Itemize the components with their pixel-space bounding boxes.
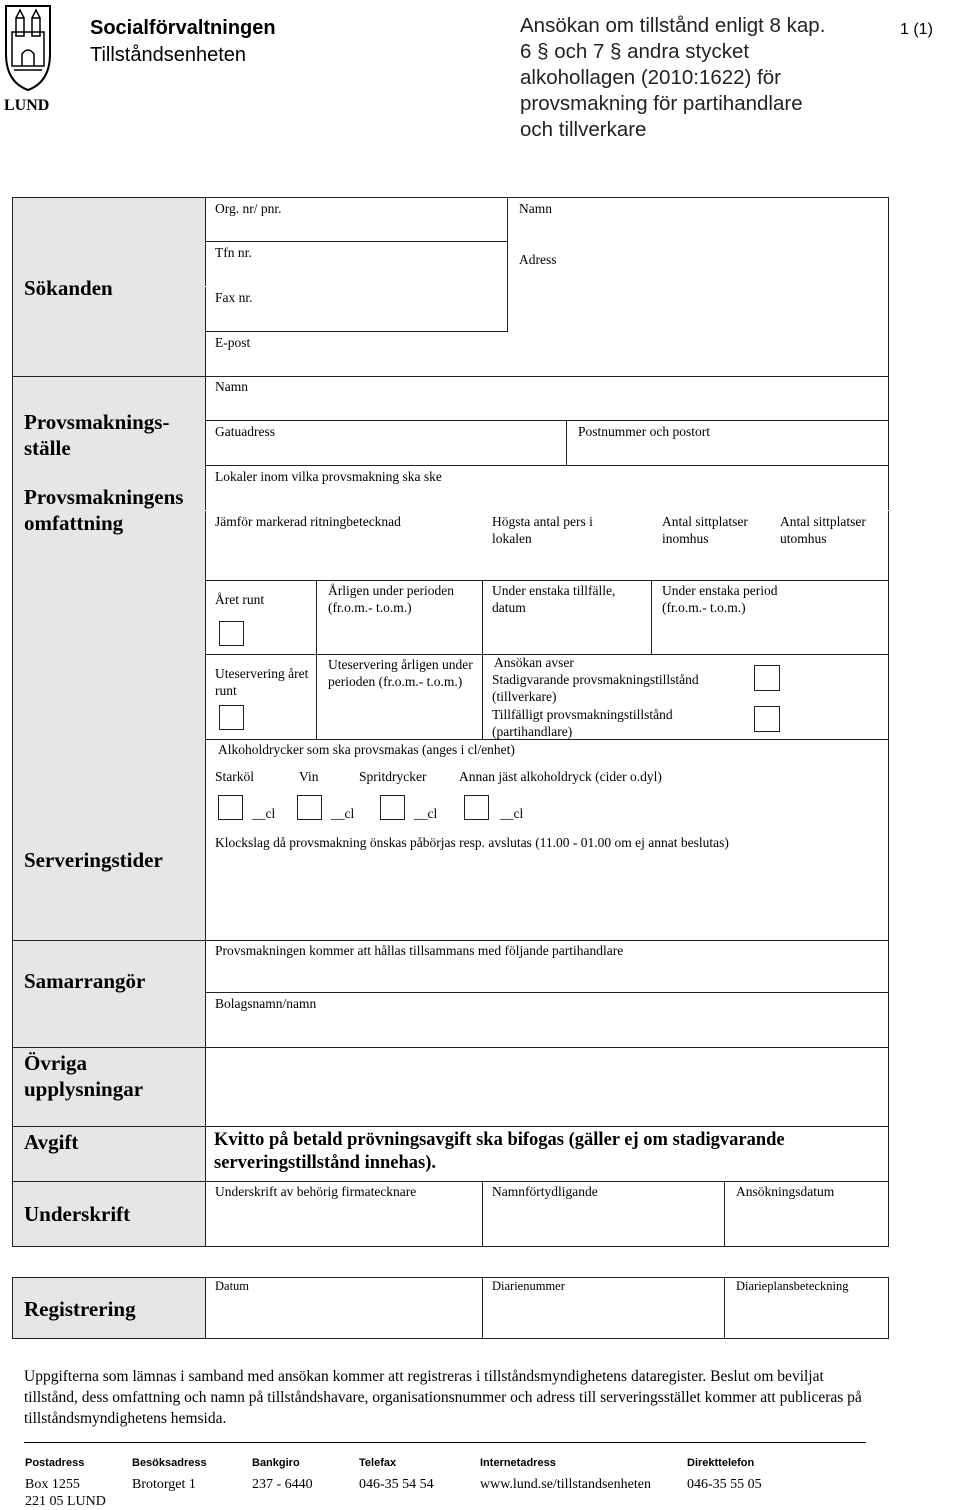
footer-postadress-1: Box 1255 xyxy=(25,1477,80,1492)
footer-internet[interactable]: www.lund.se/tillstandsenheten xyxy=(480,1477,651,1492)
footer-direkt: 046-35 55 05 xyxy=(687,1477,762,1492)
footer-besok: Brotorget 1 xyxy=(132,1477,196,1492)
ansokan-avser-label: Ansökan avser xyxy=(494,655,574,670)
ansokningsdatum-field[interactable]: Ansökningsdatum xyxy=(736,1184,835,1199)
lund-logo xyxy=(4,4,52,114)
enstaka-tillfalle-field[interactable]: Under enstaka tillfälle, datum xyxy=(492,583,616,615)
uteservering-arligen-field[interactable]: Uteservering årligen under perioden (fr.o.m.- t.o.m.) xyxy=(328,657,473,689)
footer-internet-label: Internetadress xyxy=(480,1457,556,1469)
drink-vin: Vin xyxy=(299,769,319,784)
section-label-serveringstider: Serveringstider xyxy=(24,848,163,872)
section-label-underskrift: Underskrift xyxy=(24,1202,131,1226)
org-name: Socialförvaltningen xyxy=(90,17,276,39)
uteservering-aret-label: Uteservering året runt xyxy=(215,666,309,698)
sittplatser-inomhus-field[interactable]: Antal sittplatser inomhus xyxy=(662,514,748,546)
underskrift-field[interactable]: Underskrift av behörig firmatecknare xyxy=(215,1184,417,1199)
arligen-field[interactable]: Årligen under perioden (fr.o.m.- t.o.m.) xyxy=(328,583,454,615)
drink-starkol: Starköl xyxy=(215,769,254,784)
samarrangor-text: Provsmakningen kommer att hållas tillsammans med följande partihandlare xyxy=(215,943,624,958)
aret-runt-checkbox[interactable] xyxy=(219,621,244,646)
sittplatser-utomhus-field[interactable]: Antal sittplatser utomhus xyxy=(780,514,866,546)
section-label-avgift: Avgift xyxy=(24,1130,79,1154)
stadigvarande-checkbox[interactable] xyxy=(754,665,780,691)
section-label-registrering: Registrering xyxy=(24,1297,136,1321)
epost-field[interactable]: E-post xyxy=(215,335,251,350)
tillfalligt-checkbox[interactable] xyxy=(754,706,780,732)
document-title: Ansökan om tillstånd enligt 8 kap. 6 § och 7 § andra stycket alkohollagen (2010:1622) för provsmakning för partihandlare och tillverkare xyxy=(520,14,826,141)
footer-postadress-label: Postadress xyxy=(25,1457,85,1469)
section-label-samarrangor: Samarrangör xyxy=(24,969,146,993)
adress-field[interactable]: Adress xyxy=(519,252,557,267)
drink-sprit: Spritdrycker xyxy=(359,769,427,784)
namnfortydligande-field[interactable]: Namnförtydligande xyxy=(492,1184,598,1199)
gdpr-notice: Uppgifterna som lämnas i samband med ansökan kommer att registreras i tillståndsmyndighetens dataregister. Beslut om beviljat tillstånd, dess omfattning och namn på tillståndshavare, organisationsnummer och adress till serveringsstället kommer att publiceras på tillståndsmyndighetens hemsida. xyxy=(24,1368,862,1427)
reg-diarienummer-field[interactable]: Diarienummer xyxy=(492,1279,565,1293)
enstaka-period-field[interactable]: Under enstaka period (fr.o.m.- t.o.m.) xyxy=(662,583,778,615)
starkol-cl[interactable]: __cl xyxy=(252,806,276,821)
namn-field[interactable]: Namn xyxy=(519,201,552,216)
coat-of-arms-icon xyxy=(4,4,52,92)
footer-besok-label: Besöksadress xyxy=(132,1457,207,1469)
tillfalligt-label: Tillfälligt provsmakningstillstånd (partihandlare) xyxy=(492,707,673,739)
section-label-omfattning: Provsmakningens omfattning xyxy=(24,485,184,535)
page-number: 1 (1) xyxy=(900,21,933,38)
footer-bankgiro: 237 - 6440 xyxy=(252,1477,313,1492)
reg-diarieplan-field[interactable]: Diarieplansbeteckning xyxy=(736,1279,849,1293)
lokaler-field[interactable]: Lokaler inom vilka provsmakning ska ske xyxy=(215,469,442,484)
drink-annan: Annan jäst alkoholdryck (cider o.dyl) xyxy=(459,769,662,784)
footer-postadress-2: 221 05 LUND xyxy=(25,1494,106,1509)
org-unit: Tillståndsenheten xyxy=(90,44,247,66)
fax-field[interactable]: Fax nr. xyxy=(215,290,253,305)
footer-telefax-label: Telefax xyxy=(359,1457,397,1469)
reg-datum-field[interactable]: Datum xyxy=(215,1279,250,1293)
vin-cl[interactable]: __cl xyxy=(331,806,355,821)
avgift-text: Kvitto på betald prövningsavgift ska bifogas (gäller ej om stadigvarande serveringstillstånd innehas). xyxy=(214,1130,785,1173)
footer-telefax: 046-35 54 54 xyxy=(359,1477,434,1492)
sokanden-fields xyxy=(205,197,889,377)
uteservering-aret-checkbox[interactable] xyxy=(219,705,244,730)
bolagsnamn-field[interactable]: Bolagsnamn/namn xyxy=(215,996,317,1011)
footer-direkt-label: Direkttelefon xyxy=(687,1457,755,1469)
alkoholdrycker-label: Alkoholdrycker som ska provsmakas (anges i cl/enhet) xyxy=(218,742,515,757)
section-label-sokanden: Sökanden xyxy=(24,276,113,300)
gatuadress-field[interactable]: Gatuadress xyxy=(215,424,275,439)
hogsta-antal-field[interactable]: Högsta antal pers i lokalen xyxy=(492,514,593,546)
section-label-ovriga: Övriga upplysningar xyxy=(24,1051,144,1101)
annan-cl[interactable]: __cl xyxy=(500,806,524,821)
logo-text: LUND xyxy=(4,97,50,114)
vin-checkbox[interactable] xyxy=(297,795,322,820)
stalle-namn-field[interactable]: Namn xyxy=(215,379,248,394)
ovriga-field[interactable] xyxy=(205,1047,889,1127)
sprit-cl[interactable]: __cl xyxy=(414,806,438,821)
org-nr-field[interactable]: Org. nr/ pnr. xyxy=(215,201,282,216)
tfn-field[interactable]: Tfn nr. xyxy=(215,245,252,260)
sprit-checkbox[interactable] xyxy=(380,795,405,820)
jamfor-field[interactable]: Jämför markerad ritningbetecknad xyxy=(215,514,401,529)
section-label-provsmakningsstalle: Provsmaknings-ställe xyxy=(24,410,170,460)
klockslag-field[interactable]: Klockslag då provsmakning önskas påbörjas resp. avslutas (11.00 - 01.00 om ej annat beslutas) xyxy=(215,835,729,850)
aret-runt-label: Året runt xyxy=(215,592,265,607)
postnummer-field[interactable]: Postnummer och postort xyxy=(578,424,710,439)
annan-checkbox[interactable] xyxy=(464,795,489,820)
footer-bankgiro-label: Bankgiro xyxy=(252,1457,300,1469)
stadigvarande-label: Stadigvarande provsmakningstillstånd (tillverkare) xyxy=(492,672,699,704)
starkol-checkbox[interactable] xyxy=(218,795,243,820)
